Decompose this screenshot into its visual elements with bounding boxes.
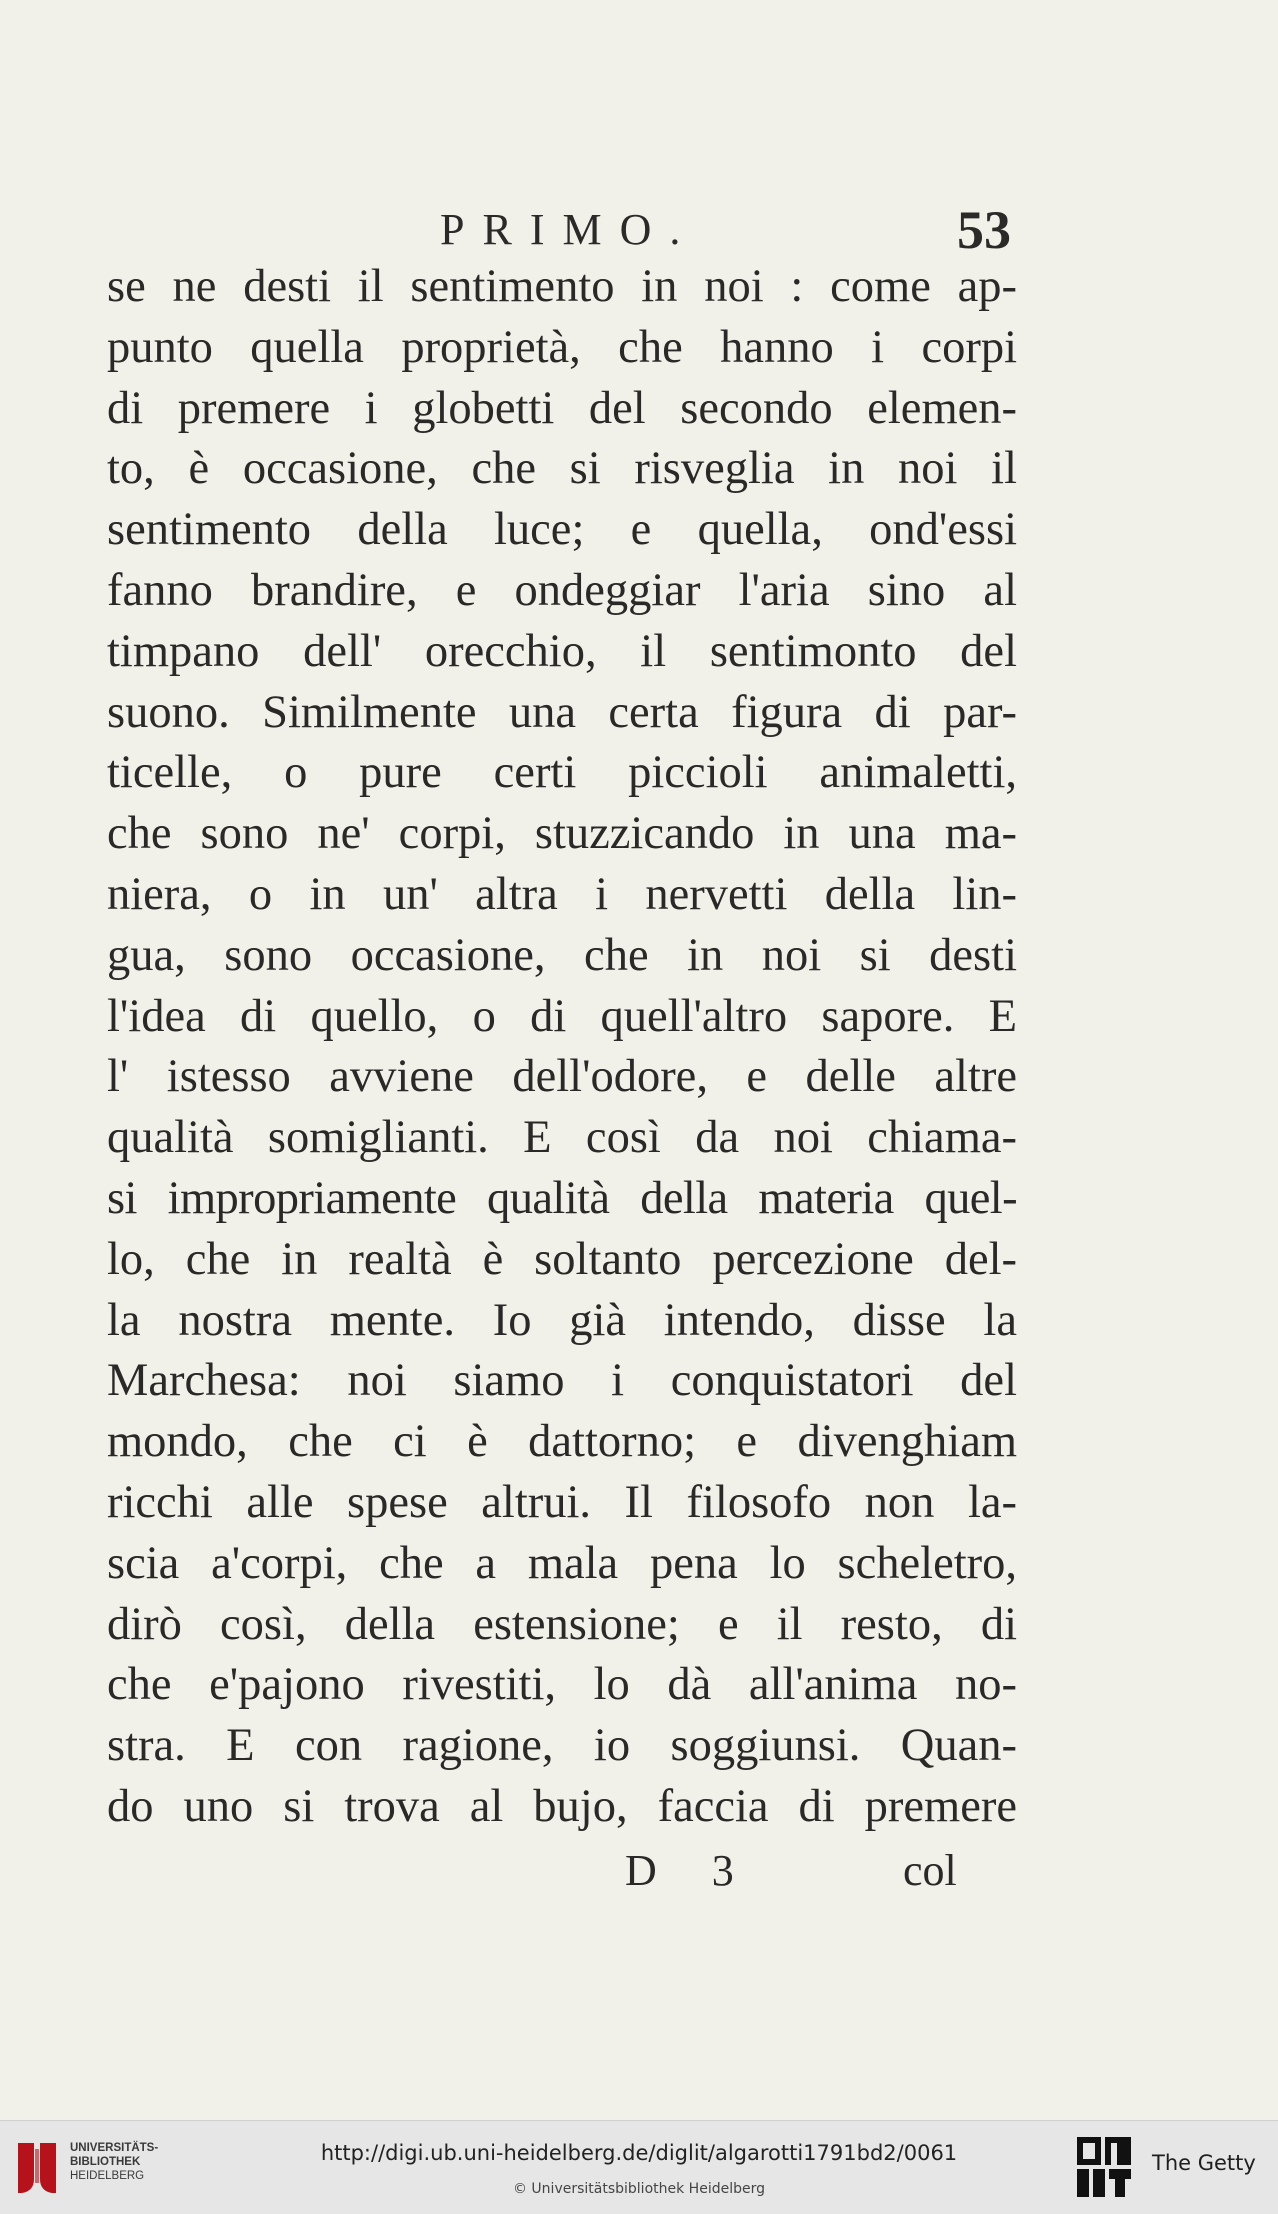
permalink-url[interactable]: http://digi.ub.uni-heidelberg.de/diglit/algarotti1791bd2/0061	[320, 2141, 958, 2165]
text-line: timpano dell' orecchio, il sentimonto del	[107, 625, 1017, 677]
text-line: fanno brandire, e ondeggiar l'aria sino al	[107, 564, 1017, 616]
text-line: lo, che in realtà è soltanto percezione del-	[107, 1233, 1017, 1285]
getty-logo-icon	[1075, 2135, 1133, 2201]
getty-label: The Getty	[1152, 2151, 1256, 2175]
text-line: mondo, che ci è dattorno; e divenghiam	[107, 1416, 1017, 1468]
text-line: Marchesa: noi siamo i conquistatori del	[107, 1355, 1017, 1407]
page-number: 53	[957, 200, 1011, 260]
page-header	[0, 200, 1278, 260]
library-name-line: BIBLIOTHEK	[70, 2156, 141, 2168]
body-text	[107, 257, 1017, 1838]
text-line: se ne desti il sentimento in noi : come ap-	[107, 261, 1017, 312]
text-line: l' istesso avviene dell'odore, e delle altre	[107, 1051, 1017, 1103]
text-line: to, è occasione, che si risveglia in noi il	[107, 443, 1017, 495]
text-line: ricchi alle spese altrui. Il filosofo non la-	[107, 1476, 1017, 1528]
running-head: PRIMO.	[440, 205, 699, 254]
text-line: di premere i globetti del secondo elemen-	[107, 382, 1017, 434]
text-line: ticelle, o pure certi piccioli animaletti,	[107, 747, 1017, 799]
text-line: si impropriamente qualità della materia quel-	[107, 1172, 1017, 1224]
text-line: do uno si trova al bujo, faccia di premere	[107, 1780, 1017, 1832]
signature-mark: D 3	[625, 1846, 756, 1895]
text-line: punto quella proprietà, che hanno i corpi	[107, 321, 1017, 373]
page-foot	[0, 1845, 1278, 1905]
footer-bar	[0, 2120, 1278, 2214]
copyright-notice: © Universitätsbibliothek Heidelberg	[512, 2181, 765, 2197]
text-line: gua, sono occasione, che in noi si desti	[107, 929, 1017, 981]
text-line: sentimento della luce; e quella, ond'essi	[107, 504, 1017, 556]
library-name-line: UNIVERSITÄTS-	[70, 2142, 159, 2154]
text-line: la nostra mente. Io già intendo, disse la	[107, 1294, 1017, 1346]
text-line: scia a'corpi, che a mala pena lo scheletro,	[107, 1537, 1017, 1589]
catchword: col	[903, 1846, 957, 1895]
text-line: dirò così, della estensione; e il resto, di	[107, 1598, 1017, 1650]
text-line: che e'pajono rivestiti, lo dà all'anima no-	[107, 1659, 1017, 1711]
text-line: qualità somiglianti. E così da noi chiama-	[107, 1112, 1017, 1164]
text-line: l'idea di quello, o di quell'altro sapore. E	[107, 990, 1017, 1042]
text-line: che sono ne' corpi, stuzzicando in una ma-	[107, 808, 1017, 860]
text-line: stra. E con ragione, io soggiunsi. Quan-	[107, 1720, 1017, 1772]
library-name-line: HEIDELBERG	[70, 2170, 145, 2182]
text-line: niera, o in un' altra i nervetti della lin-	[107, 868, 1017, 920]
text-line: suono. Similmente una certa figura di par-	[107, 686, 1017, 738]
